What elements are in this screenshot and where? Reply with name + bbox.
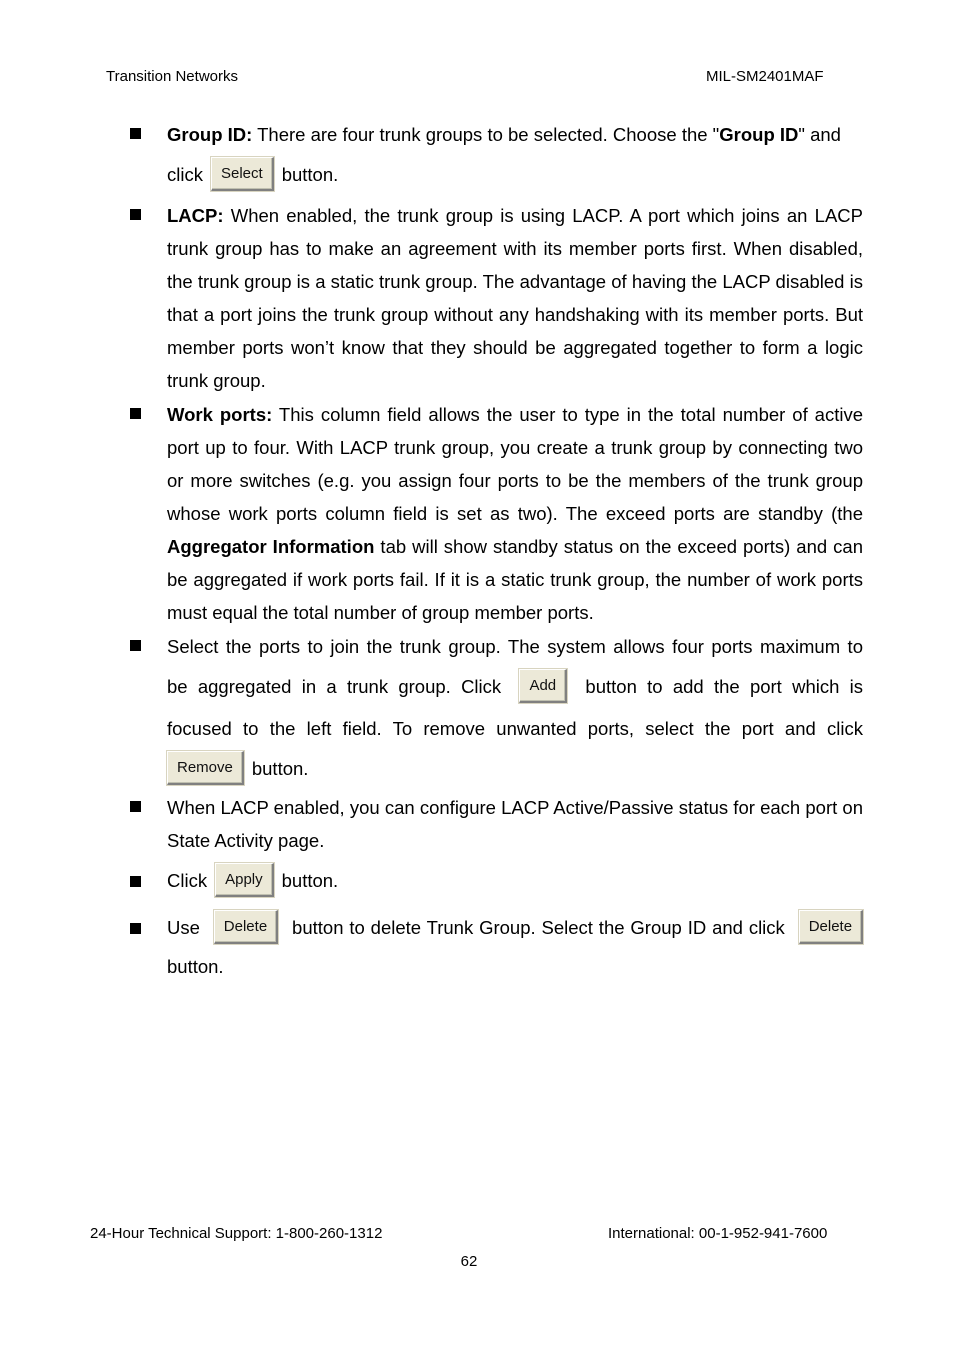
- bold-aggregator-information: Aggregator Information: [167, 536, 375, 557]
- bullet-click-apply: [130, 864, 863, 899]
- bullet-use-delete: [130, 911, 863, 983]
- header-model: MIL-SM2401MAF: [706, 68, 824, 85]
- text: be aggregated in a trunk group. Click: [167, 676, 502, 697]
- text-line-delete: [167, 911, 863, 946]
- bullet-lacp-enabled: [130, 791, 863, 857]
- footer-support: 24-Hour Technical Support: 1-800-260-1312: [90, 1225, 383, 1242]
- bullet-text: [167, 630, 863, 787]
- bullet-square-icon: [130, 408, 141, 419]
- bullet-lacp: [130, 199, 863, 397]
- text: button to add the port which is: [585, 676, 864, 697]
- bullet-square-icon: [130, 128, 141, 139]
- remove-button[interactable]: Remove: [167, 751, 244, 785]
- text: " and: [798, 124, 841, 145]
- label-lacp: LACP:: [167, 205, 224, 226]
- text: When enabled, the trunk group is using LACP. A port which joins an LACP trunk group has to make an agreement with its member ports first. When disabled, the trunk group is a static trunk group. The advantage of having the LACP disabled is that a port joins the trunk group without any handshaking with its member ports. But member ports won’t know that they should be aggregated together to form a logic trunk group.: [167, 205, 863, 391]
- bullet-square-icon: [130, 876, 141, 887]
- text: button.: [167, 956, 224, 978]
- bullet-square-icon: [130, 801, 141, 812]
- header-company: Transition Networks: [106, 68, 238, 85]
- text: button.: [251, 758, 309, 780]
- bold-group-id: Group ID: [719, 124, 799, 145]
- text: button to delete Trunk Group. Select the Group ID and click: [292, 917, 785, 938]
- bullet-select-ports: [130, 630, 863, 787]
- delete-button[interactable]: Delete: [214, 910, 278, 944]
- text: button.: [281, 164, 339, 185]
- bullet-square-icon: [130, 923, 141, 934]
- select-button[interactable]: Select: [211, 157, 274, 191]
- bullet-square-icon: [130, 209, 141, 220]
- text: focused to the left field. To remove unwanted ports, select the port and click: [167, 718, 863, 740]
- text: button.: [281, 870, 339, 891]
- text: Select the ports to join the trunk group. The system allows four ports maximum to: [167, 636, 863, 657]
- label-work-ports: Work ports:: [167, 404, 273, 425]
- bullet-text: When LACP enabled, you can configure LACP Active/Passive status for each port on State Activity page.: [167, 797, 863, 851]
- bullet-square-icon: [130, 640, 141, 651]
- footer-international: International: 00-1-952-941-7600: [608, 1225, 828, 1242]
- bullet-text: [167, 118, 863, 193]
- bullet-text: [167, 864, 863, 899]
- label-group-id: Group ID:: [167, 124, 253, 145]
- text: This column field allows the user to type in the total number of active port up to four. With LACP trunk group, you create a trunk group by connecting two or more switches (e.g. you assign four ports to be the members of the trunk group whose work ports column field is set as two). The exceed ports are standby (the: [167, 404, 863, 524]
- text: click: [167, 164, 203, 185]
- text: Click: [167, 870, 208, 891]
- text-line-add: [167, 670, 863, 705]
- text: Use: [167, 917, 200, 938]
- bullet-text: [167, 911, 863, 983]
- page-number: 62: [460, 1253, 478, 1270]
- bullet-text: [167, 398, 863, 629]
- apply-button[interactable]: Apply: [215, 863, 274, 897]
- bullet-text: [167, 199, 863, 397]
- bullet-work-ports: [130, 398, 863, 629]
- bullet-group-id: [130, 118, 863, 193]
- text: There are four trunk groups to be selected. Choose the ": [252, 124, 720, 145]
- text: tab will show standby status on the exceed ports) and can be aggregated if work ports fail. If it is a static trunk group, the number of work ports must equal the total number of group member ports.: [167, 536, 863, 623]
- add-button[interactable]: Add: [519, 669, 567, 703]
- delete-button-2[interactable]: Delete: [799, 910, 863, 944]
